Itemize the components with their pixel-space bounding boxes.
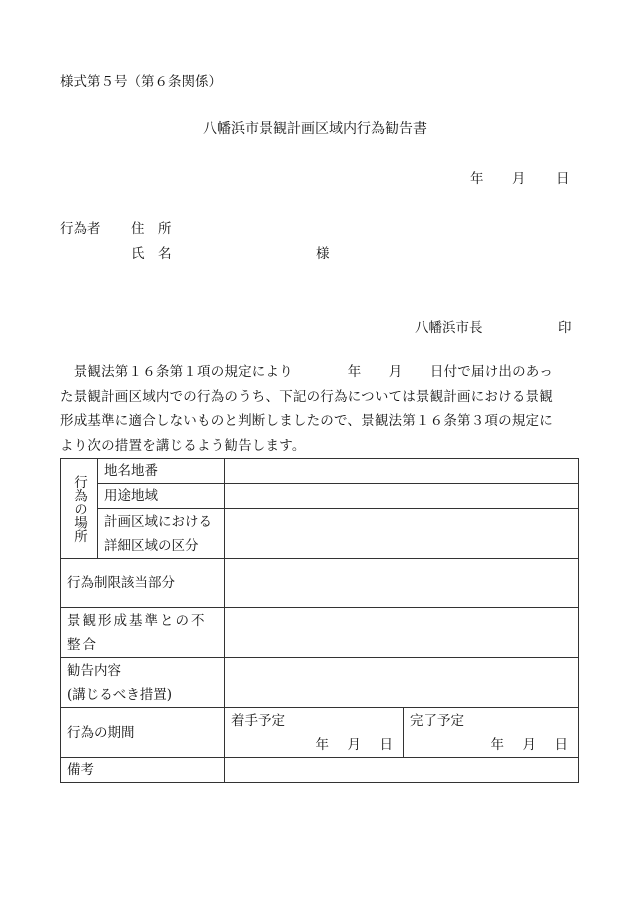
actor-label: 行為者 [60,221,101,237]
start-date [231,733,403,757]
advice-label-cell [61,658,225,708]
date-month: 月 [512,171,526,187]
start-month: 月 [347,736,361,753]
advice-value-cell [225,658,579,708]
location-row-label: 計画区域における詳細区域の区分 [98,509,225,559]
document-title: 八幡浜市景観計画区域内行為勧告書 [203,121,427,137]
name-label: 氏 名 [131,246,172,262]
nonconformity-label: 景観形成基準との不整合 [61,608,225,658]
remarks-value-cell [225,758,579,783]
location-row-label: 用途地域 [98,484,225,509]
start-label: 着手予定 [231,712,285,729]
advice-label: 勧告内容 [67,662,121,679]
issuer-name: 八幡浜市長 [415,320,483,336]
restriction-label: 行為制限該当部分 [61,559,225,608]
remarks-label: 備考 [61,758,225,783]
period-end-cell [404,708,579,758]
date-year: 年 [470,171,484,187]
location-value-cell [225,459,579,484]
zoning-value-cell [225,484,579,509]
date-day: 日 [556,171,570,187]
end-month: 月 [522,736,536,753]
end-date [410,733,578,757]
restriction-value-cell [225,559,579,608]
honorific: 様 [316,246,330,262]
nonconformity-value-cell [225,608,579,658]
form-number: 様式第５号（第６条関係） [60,74,222,90]
location-group-label: 行為の場所 [61,459,98,559]
advice-sub-label: (講じるべき措置) [67,686,173,703]
start-year: 年 [315,736,329,753]
body-line: た景観計画区域内での行為のうち、下記の行為については景観計画における景観 [60,388,553,405]
location-row-label: 地名地番 [98,459,225,484]
seal-mark: 印 [558,320,572,336]
body-line: 景観法第１６条第１項の規定により 年 月 日付で届け出のあっ [60,364,554,380]
end-year: 年 [490,736,504,753]
period-start-cell [225,708,404,758]
end-label: 完了予定 [410,712,464,729]
body-line: より次の措置を講じるよう勧告します。 [60,437,306,454]
end-day: 日 [554,736,568,753]
address-label: 住 所 [131,221,172,237]
body-line: 形成基準に適合しないものと判断しましたので、景観法第１６条第３項の規定に [60,413,553,429]
start-day: 日 [379,736,393,753]
advice-table [60,458,579,783]
detail-zone-value-cell [225,509,579,559]
period-label: 行為の期間 [61,708,225,758]
